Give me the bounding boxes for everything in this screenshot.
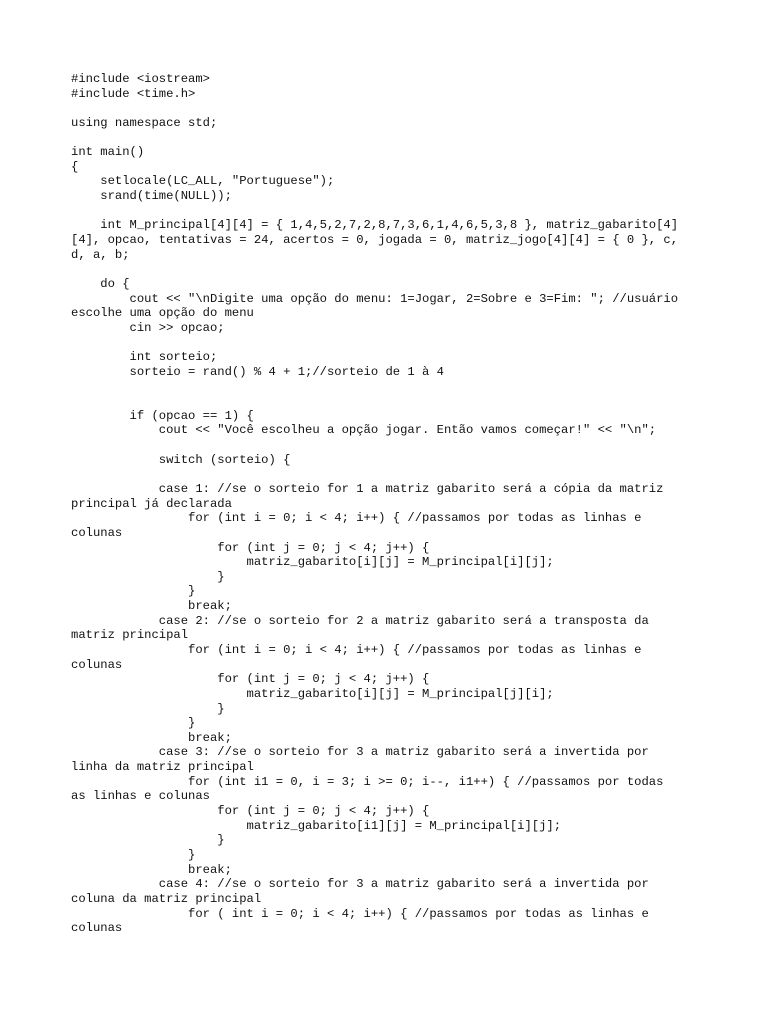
code-line: colunas (71, 921, 123, 936)
code-line: } (71, 701, 225, 716)
code-line (71, 379, 711, 394)
code-line: } (71, 716, 196, 731)
code-line: for (int i = 0; i < 4; i++) { //passamos por todas as linhas e (71, 511, 642, 526)
code-line: int M_principal[4][4] = { 1,4,5,2,7,2,8,7,3,6,1,4,6,5,3,8 }, matriz_gabarito[4] (71, 218, 679, 233)
code-line: matriz_gabarito[i1][j] = M_principal[i][j]; (71, 818, 562, 833)
code-line (71, 262, 711, 277)
code-line (71, 394, 711, 409)
code-line: for (int j = 0; j < 4; j++) { (71, 804, 430, 819)
code-line: do { (71, 276, 130, 291)
code-line: switch (sorteio) { (71, 452, 291, 467)
code-line: for ( int i = 0; i < 4; i++) { //passamos por todas as linhas e (71, 906, 649, 921)
code-line: setlocale(LC_ALL, "Portuguese"); (71, 174, 335, 189)
code-line: if (opcao == 1) { (71, 408, 254, 423)
code-line: for (int j = 0; j < 4; j++) { (71, 672, 430, 687)
code-line: escolhe uma opção do menu (71, 306, 254, 321)
code-line: break; (71, 599, 232, 614)
code-line: sorteio = rand() % 4 + 1;//sorteio de 1 à 4 (71, 364, 444, 379)
code-line: break; (71, 862, 232, 877)
code-line: as linhas e colunas (71, 789, 210, 804)
code-line: #include <iostream> (71, 72, 210, 86)
code-line: } (71, 847, 196, 862)
code-line: int main() (71, 145, 145, 160)
code-line (71, 131, 711, 146)
code-block (71, 72, 711, 936)
code-line: } (71, 569, 225, 584)
code-line: coluna da matriz principal (71, 891, 262, 906)
code-line: cin >> opcao; (71, 320, 225, 335)
code-line: using namespace std; (71, 115, 218, 130)
code-line: case 4: //se o sorteio for 3 a matriz gabarito será a invertida por (71, 877, 649, 892)
code-line: srand(time(NULL)); (71, 189, 232, 204)
code-line: case 1: //se o sorteio for 1 a matriz gabarito será a cópia da matriz (71, 481, 664, 496)
code-line: matriz_gabarito[i][j] = M_principal[j][i]; (71, 686, 554, 701)
code-line: colunas (71, 525, 123, 540)
code-line: colunas (71, 657, 123, 672)
code-line: for (int j = 0; j < 4; j++) { (71, 540, 430, 555)
code-line: } (71, 833, 225, 848)
code-line: int sorteio; (71, 350, 218, 365)
code-line: for (int i1 = 0, i = 3; i >= 0; i--, i1++) { //passamos por todas (71, 774, 664, 789)
code-line: cout << "Você escolheu a opção jogar. Então vamos começar!" << "\n"; (71, 423, 657, 438)
code-line (71, 336, 711, 351)
code-line: case 2: //se o sorteio for 2 a matriz gabarito será a transposta da (71, 613, 649, 628)
code-line: for (int i = 0; i < 4; i++) { //passamos por todas as linhas e (71, 642, 642, 657)
code-line (71, 467, 711, 482)
code-line: break; (71, 730, 232, 745)
code-line: linha da matriz principal (71, 760, 254, 775)
code-line (71, 101, 711, 116)
code-line: matriz_gabarito[i][j] = M_principal[i][j]; (71, 555, 554, 570)
code-line: d, a, b; (71, 247, 130, 262)
code-line: } (71, 584, 196, 599)
code-line: #include <time.h> (71, 86, 196, 101)
code-line: [4], opcao, tentativas = 24, acertos = 0, jogada = 0, matriz_jogo[4][4] = { 0 }, c, (71, 233, 679, 248)
code-line: case 3: //se o sorteio for 3 a matriz gabarito será a invertida por (71, 745, 649, 760)
code-line: matriz principal (71, 628, 189, 643)
code-line: principal já declarada (71, 496, 232, 511)
code-line (71, 204, 711, 219)
code-line: cout << "\nDigite uma opção do menu: 1=Jogar, 2=Sobre e 3=Fim: "; //usuário (71, 291, 679, 306)
code-line: { (71, 159, 79, 174)
code-line (71, 438, 711, 453)
